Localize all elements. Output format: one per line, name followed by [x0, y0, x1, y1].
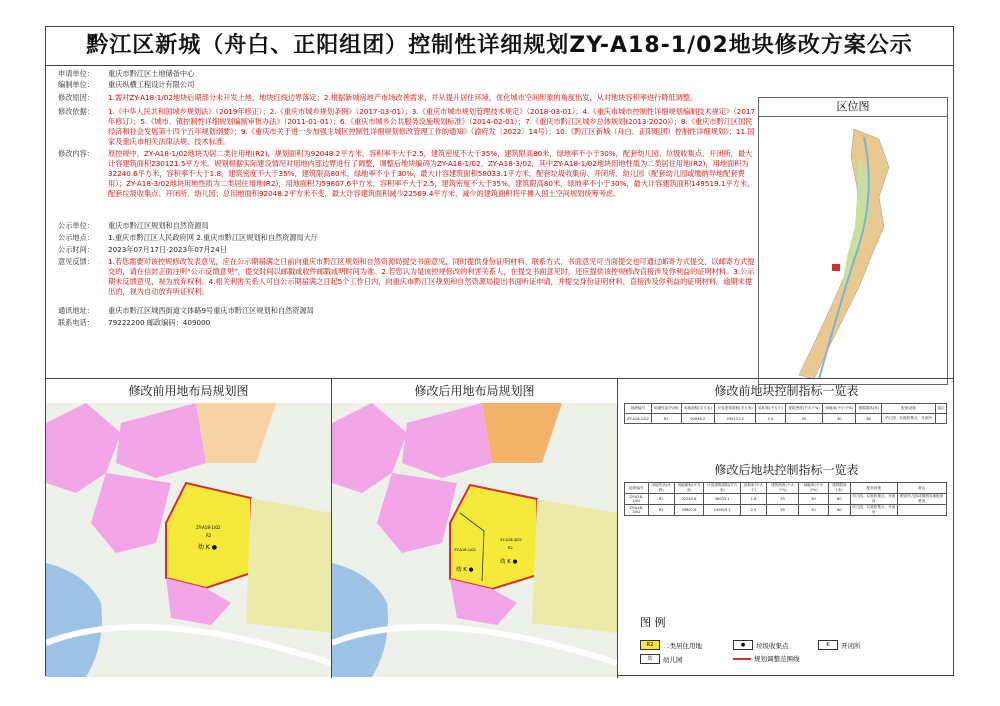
poster-frame: 黔江区新城（舟白、正阳组团）控制性详细规划ZY-A18-1/02地块修改方案公示 申请单位： 重庆市黔江区土地储备中心 编制单位： 重庆纵横工程设计有限公司 修改原因： 1.需对ZY-A18-1/02地块后期部分未开发土地，地块红线边界落定；2.根据新城房地产市场改善需求，并从提升居住环境，优化城市空间形象的角度出发，从对地块容积率进行降低调整。 修改依据： 1.《中华人民共和国城乡规划法》（2019年修正）；2.《重庆市城乡规划条例》（2017-03-01）；3.《重庆市城市规划管理技术规定》（2018-03-01）；4.《重庆市城市控制性详细规划编制技术规定》（2017年修订）；5.《城市、镇控制性详细规划编制审批办法》（2011-01-01）；6.《重庆市城乡公共服务设施规划标准》（2014-02-01）；7.《重庆市黔江区城乡总体规划(2013-2020)》；8.《重庆市黔江区国民经济和社会发展第十四个五年规划纲要》；9.《重庆市关于进一步加强主城区控制性详细规划修改管理工作的通知》（渝府发〔2022〕14号）；10.《黔江区新城（舟白、正阳组团）控制性详细规划》；11.国家及重庆市相关法律法规、技术标准。 修改内容： 原控规中，ZY-A18-1/02地块为居二类住用地(R2)，规划面积为92048.2平方米，容积率不大于2.5，建筑密度不大于35%，建筑限高80米，绿地率不小于30%，配套幼儿园、垃圾收集点、开闭所，最大计容建筑面积230121.5平方米。规划根据实际建设情况对用地内部边界进行了调整，调整后地块编码为ZY-A18-1/02、ZY-A18-3/02，其中ZY-A18-1/02地块用地性质为二类居住用地(R2)，用地面积为32240.6平方米，容积率不大于1.8，建筑密度不大于35%，建筑限高80米，绿地率不小于30%，最大计容建筑面积58033.1平方米，配套垃圾收集房、开闭所、幼儿园（配套幼儿园或缴纳异地配套费用）；ZY-A18-3/02地块用地性质为二类居住用地(R2)，用地面积为59807.6平方米，容积率不大于2.5，建筑密度不大于35%，建筑限高80米，绿地率不小于30%，最大计容建筑面积149519.1平方米，配套垃圾收集点、开闭所、幼儿园；总用地面积92048.2平方米不变，最大计容建筑面积减少22569.4平方米，减少的建筑面积将平摊入国土空间规划统筹考虑。 公示单位： 重庆市黔江区规划和自然资源局 公示地点： 1.重庆市黔江区人民政府网 2.重庆市黔江区规划和自然资源局大厅 公示时间： 2023年07月17日-2023年07月24日 意见反馈： 1.若您需要对该控规修改发表意见，应在公示期届满之日前向重庆市黔江区规划和自然资源局提交书面意见，同时提供身份证明材料、联系方式，书面意见可当面提交也可通过邮寄方式提交，以邮寄方式提交的，请在信封正面注明“公示反馈意见”，提交时间以邮戳或收件邮戳或明时间为准。2.若您认为是该控规修改的利害关系人，在提交书面意见时，还应提供该控规修改直接涉及你利益的证明材料。3.公示期未反馈意见，视为放弃权利。4.相关利害关系人可自公示期届满之日起5个工作日内，向重庆市黔江区规划和自然资源局提出书面听证申请，并提交身份证明材料，直接涉及你利益的证明材料。逾期未提出的，视为自动放弃听证权利。 通讯地址： 重庆市黔江区城西街道文体路9号重庆市黔江区规划和自然资源局 联系电话： 79222200 邮政编码：409000 区位图 修改前用地布局规划图 ZY-A18-1/02 R2 幼 K ● 修改后用地布局规划图 ZY-A18-1/02 ZY-A18-3/02 R2 幼 K ● 幼 K ● 修改前地块控制指标一览表 地块编号 用地性质(代码) 用地面积(平方米) 计容建筑面积(平方米) 容积率(不大于) 建筑密度(不大于%) 绿地率(不小于%) 建筑限高(米) 配套设施 备注 ZY-A18-1/02 R2 92048.2 230121.5 2.5 35 30 80 幼儿园、垃圾收集点、开闭所 修改后地块控制指标一览表 地块编号 用地性质(代码) 用地面积(平方米) 计容建筑面积(平方米) 容积率(不大于) 建筑密度(不大于%) 绿地率(不小于%) 建筑限高(米) 配套设施 备注 ZY-A18-1/02 R2 32240.6 58033.1 1.8 35 30 80 幼儿园、垃圾收集点、开闭所 配套幼儿园或缴纳异地配套费用 ZY-A18-3/02 R2 59807.6 149519.1 2.5 35 30 80 幼儿园、垃圾收集点、开闭所 图 例 R2 二类居住用地 ● 垃圾收集点 K 开闭所 幼 幼儿园 规划调整范围线 — [45, 26, 954, 676]
after-map-panel — [332, 379, 618, 678]
location-map-panel — [758, 97, 948, 385]
before-parcel-type: R2 — [206, 533, 212, 538]
k-icon: K — [818, 640, 838, 650]
legend-boundary: 规划调整范围线 — [733, 654, 800, 663]
legend-title: 图 例 — [640, 616, 666, 629]
legend-r2-swatch: R2 — [640, 640, 660, 650]
page-title: 黔江区新城（舟白、正阳组团）控制性详细规划ZY-A18-1/02地块修改方案公示 — [46, 27, 953, 66]
location-map-title: 区位图 — [759, 98, 947, 117]
boundary-line-icon — [733, 658, 751, 660]
after-table-title: 修改后地块控制指标一览表 — [714, 463, 859, 477]
table-row: 地块编号 用地性质(代码) 用地面积(平方米) 计容建筑面积(平方米) 容积率(不大于) 建筑密度(不大于%) 绿地率(不小于%) 建筑限高(米) 配套设施 备注 — [625, 404, 947, 414]
garbage-icon: ● — [733, 640, 753, 650]
legend-r2: R2 二类居住用地 — [640, 640, 702, 650]
before-map-title: 修改前用地布局规划图 — [128, 384, 249, 398]
before-map — [46, 403, 331, 677]
legend-k: K 开闭所 — [818, 640, 861, 650]
yellow-parcel — [246, 498, 331, 633]
tables-panel — [618, 379, 955, 678]
table-row: ZY-A18-1/02 R2 32240.6 58033.1 1.8 35 30 80 幼儿园、垃圾收集点、开闭所 配套幼儿园或缴纳异地配套费用 — [625, 494, 947, 505]
legend — [618, 594, 955, 678]
site-marker — [832, 264, 840, 271]
legend-kindergarten: 幼 幼儿园 — [640, 654, 683, 664]
legend-garbage: ● 垃圾收集点 — [733, 640, 789, 650]
after-table — [624, 482, 947, 516]
yellow-parcel — [532, 499, 617, 633]
after-parcel-b-code: ZY-A18-3/02 — [500, 538, 522, 542]
after-parcel-type: R2 — [508, 546, 513, 550]
before-table-title: 修改前地块控制指标一览表 — [714, 384, 859, 398]
kindergarten-icon: 幼 — [640, 654, 660, 664]
urban-area-shape — [799, 129, 889, 379]
after-marks-b: 幼 K ● — [500, 559, 518, 565]
before-parcel-code: ZY-A18-1/02 — [196, 525, 221, 530]
after-marks-a: 幼 K ● — [456, 567, 474, 573]
bottom-section — [46, 378, 953, 678]
before-map-panel — [46, 379, 332, 678]
after-map — [332, 403, 617, 677]
after-parcel-a-code: ZY-A18-1/02 — [454, 548, 476, 552]
table-row: ZY-A18-3/02 R2 59807.6 149519.1 2.5 35 30 80 幼儿园、垃圾收集点、开闭所 — [625, 505, 947, 516]
after-map-title: 修改后用地布局规划图 — [414, 384, 535, 398]
location-map — [759, 117, 947, 385]
before-facility-marks: 幼 K ● — [198, 544, 217, 551]
table-row: 地块编号 用地性质(代码) 用地面积(平方米) 计容建筑面积(平方米) 容积率(不大于) 建筑密度(不大于%) 绿地率(不小于%) 建筑限高(米) 配套设施 备注 — [625, 483, 947, 494]
before-table — [624, 403, 947, 424]
r2-parcel-after — [450, 485, 537, 589]
table-row: ZY-A18-1/02 R2 92048.2 230121.5 2.5 35 30 80 幼儿园、垃圾收集点、开闭所 — [625, 414, 947, 424]
